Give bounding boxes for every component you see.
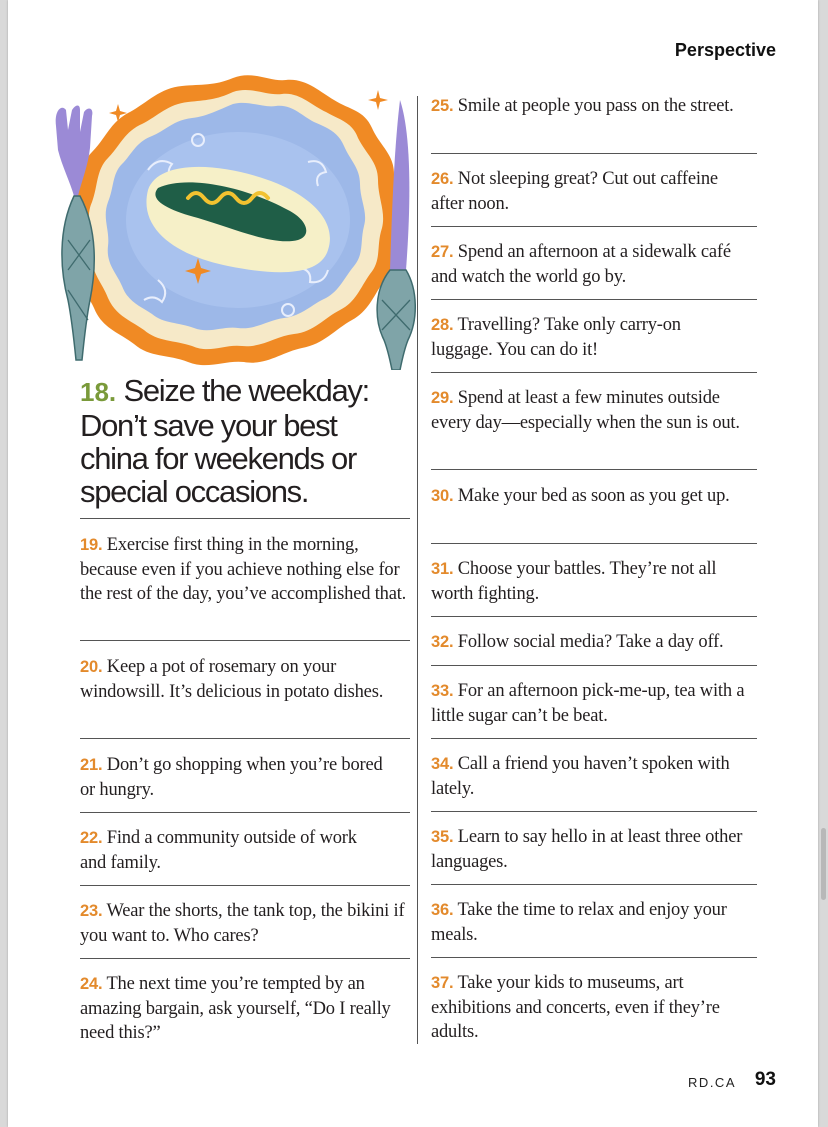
tip-number: 36. bbox=[431, 901, 454, 919]
tip-number: 27. bbox=[431, 243, 454, 261]
tip-text: Smile at people you pass on the street. bbox=[457, 96, 734, 116]
list-item bbox=[431, 167, 731, 216]
tip-separator bbox=[431, 469, 757, 470]
tip-number: 18. bbox=[80, 377, 117, 407]
tip-number: 26. bbox=[431, 170, 454, 188]
tip-separator bbox=[431, 153, 757, 154]
tip-number: 33. bbox=[431, 682, 454, 700]
list-item bbox=[80, 826, 380, 875]
list-item bbox=[431, 240, 761, 289]
tip-number: 25. bbox=[431, 97, 454, 115]
tip-separator bbox=[431, 616, 757, 617]
tip-number: 24. bbox=[80, 975, 103, 993]
list-item bbox=[431, 386, 757, 435]
tip-text: Find a community outside of work and family. bbox=[80, 828, 357, 873]
page-number: 93 bbox=[754, 1069, 776, 1090]
featured-tip bbox=[80, 374, 410, 508]
tip-text: Wear the shorts, the tank top, the bikini if you want to. Who cares? bbox=[80, 901, 405, 946]
column-divider bbox=[417, 96, 418, 1044]
list-item bbox=[431, 484, 731, 509]
tip-number: 19. bbox=[80, 536, 103, 554]
tip-text: Spend at least a few minutes outside every day—especially when the sun is out. bbox=[431, 388, 740, 433]
tip-separator bbox=[80, 812, 410, 813]
list-item bbox=[80, 899, 412, 948]
tip-number: 31. bbox=[431, 560, 454, 578]
tip-separator bbox=[431, 738, 757, 739]
scrollbar-thumb[interactable] bbox=[821, 828, 826, 900]
list-item bbox=[431, 557, 751, 606]
tip-separator bbox=[431, 372, 757, 373]
tip-number: 37. bbox=[431, 974, 454, 992]
tip-separator bbox=[80, 885, 410, 886]
list-item bbox=[431, 313, 741, 362]
section-label: Perspective bbox=[674, 40, 776, 60]
tip-text: Keep a pot of rosemary on your windowsill. It’s delicious in potato dishes. bbox=[80, 657, 384, 702]
tip-number: 35. bbox=[431, 828, 454, 846]
tip-text: Exercise first thing in the morning, because even if you achieve nothing else for the rest of the day, you’ve accomplished that. bbox=[80, 535, 407, 604]
tip-text: The next time you’re tempted by an amazing bargain, ask yourself, “Do I really need this?” bbox=[80, 974, 391, 1043]
tip-separator bbox=[431, 811, 757, 812]
list-item bbox=[431, 825, 761, 874]
tip-separator bbox=[431, 226, 757, 227]
list-item bbox=[80, 753, 400, 802]
list-item bbox=[431, 630, 771, 655]
tip-separator bbox=[431, 957, 757, 958]
magazine-page bbox=[8, 0, 818, 1127]
tip-separator bbox=[80, 640, 410, 641]
fork-icon bbox=[56, 106, 95, 361]
tip-number: 29. bbox=[431, 389, 454, 407]
tip-separator bbox=[80, 518, 410, 519]
tip-text: Spend an afternoon at a sidewalk café and watch the world go by. bbox=[431, 242, 731, 287]
tip-text: Not sleeping great? Cut out caffeine after noon. bbox=[431, 169, 718, 214]
tip-separator bbox=[80, 738, 410, 739]
list-item bbox=[431, 94, 751, 119]
hot-dog-on-plate-icon bbox=[38, 70, 428, 370]
tip-text: Don’t go shopping when you’re bored or hungry. bbox=[80, 755, 383, 800]
list-item bbox=[431, 752, 751, 801]
list-item bbox=[431, 971, 741, 1045]
tip-text: Choose your battles. They’re not all worth fighting. bbox=[431, 559, 717, 604]
list-item bbox=[80, 655, 390, 704]
tip-text: Learn to say hello in at least three other languages. bbox=[431, 827, 743, 872]
tip-text: Travelling? Take only carry-on luggage. You can do it! bbox=[431, 315, 681, 360]
list-item bbox=[80, 972, 400, 1046]
tip-number: 30. bbox=[431, 487, 454, 505]
list-item bbox=[80, 533, 412, 607]
tip-text: Make your bed as soon as you get up. bbox=[457, 486, 730, 506]
tip-separator bbox=[80, 958, 410, 959]
tip-number: 22. bbox=[80, 829, 103, 847]
tip-separator bbox=[431, 543, 757, 544]
tip-text: Call a friend you haven’t spoken with lately. bbox=[431, 754, 730, 799]
tip-text: Take your kids to museums, art exhibitions and concerts, even if they’re adults. bbox=[431, 973, 720, 1042]
tip-text: For an afternoon pick-me-up, tea with a little sugar can’t be beat. bbox=[431, 681, 745, 726]
tip-number: 28. bbox=[431, 316, 454, 334]
list-item bbox=[431, 898, 751, 947]
tip-text: Take the time to relax and enjoy your meals. bbox=[431, 900, 727, 945]
tip-number: 23. bbox=[80, 902, 103, 920]
tip-text: Follow social media? Take a day off. bbox=[457, 632, 724, 652]
tip-text: Seize the weekday: Don’t save your best china for weekends or special occasions. bbox=[80, 373, 369, 509]
tip-number: 20. bbox=[80, 658, 103, 676]
tip-separator bbox=[431, 665, 757, 666]
list-item bbox=[431, 679, 761, 728]
tip-number: 21. bbox=[80, 756, 103, 774]
footer-site: RD.CA bbox=[688, 1075, 736, 1090]
tip-separator bbox=[431, 884, 757, 885]
tip-number: 34. bbox=[431, 755, 454, 773]
tip-number: 32. bbox=[431, 633, 454, 651]
tip-separator bbox=[431, 299, 757, 300]
